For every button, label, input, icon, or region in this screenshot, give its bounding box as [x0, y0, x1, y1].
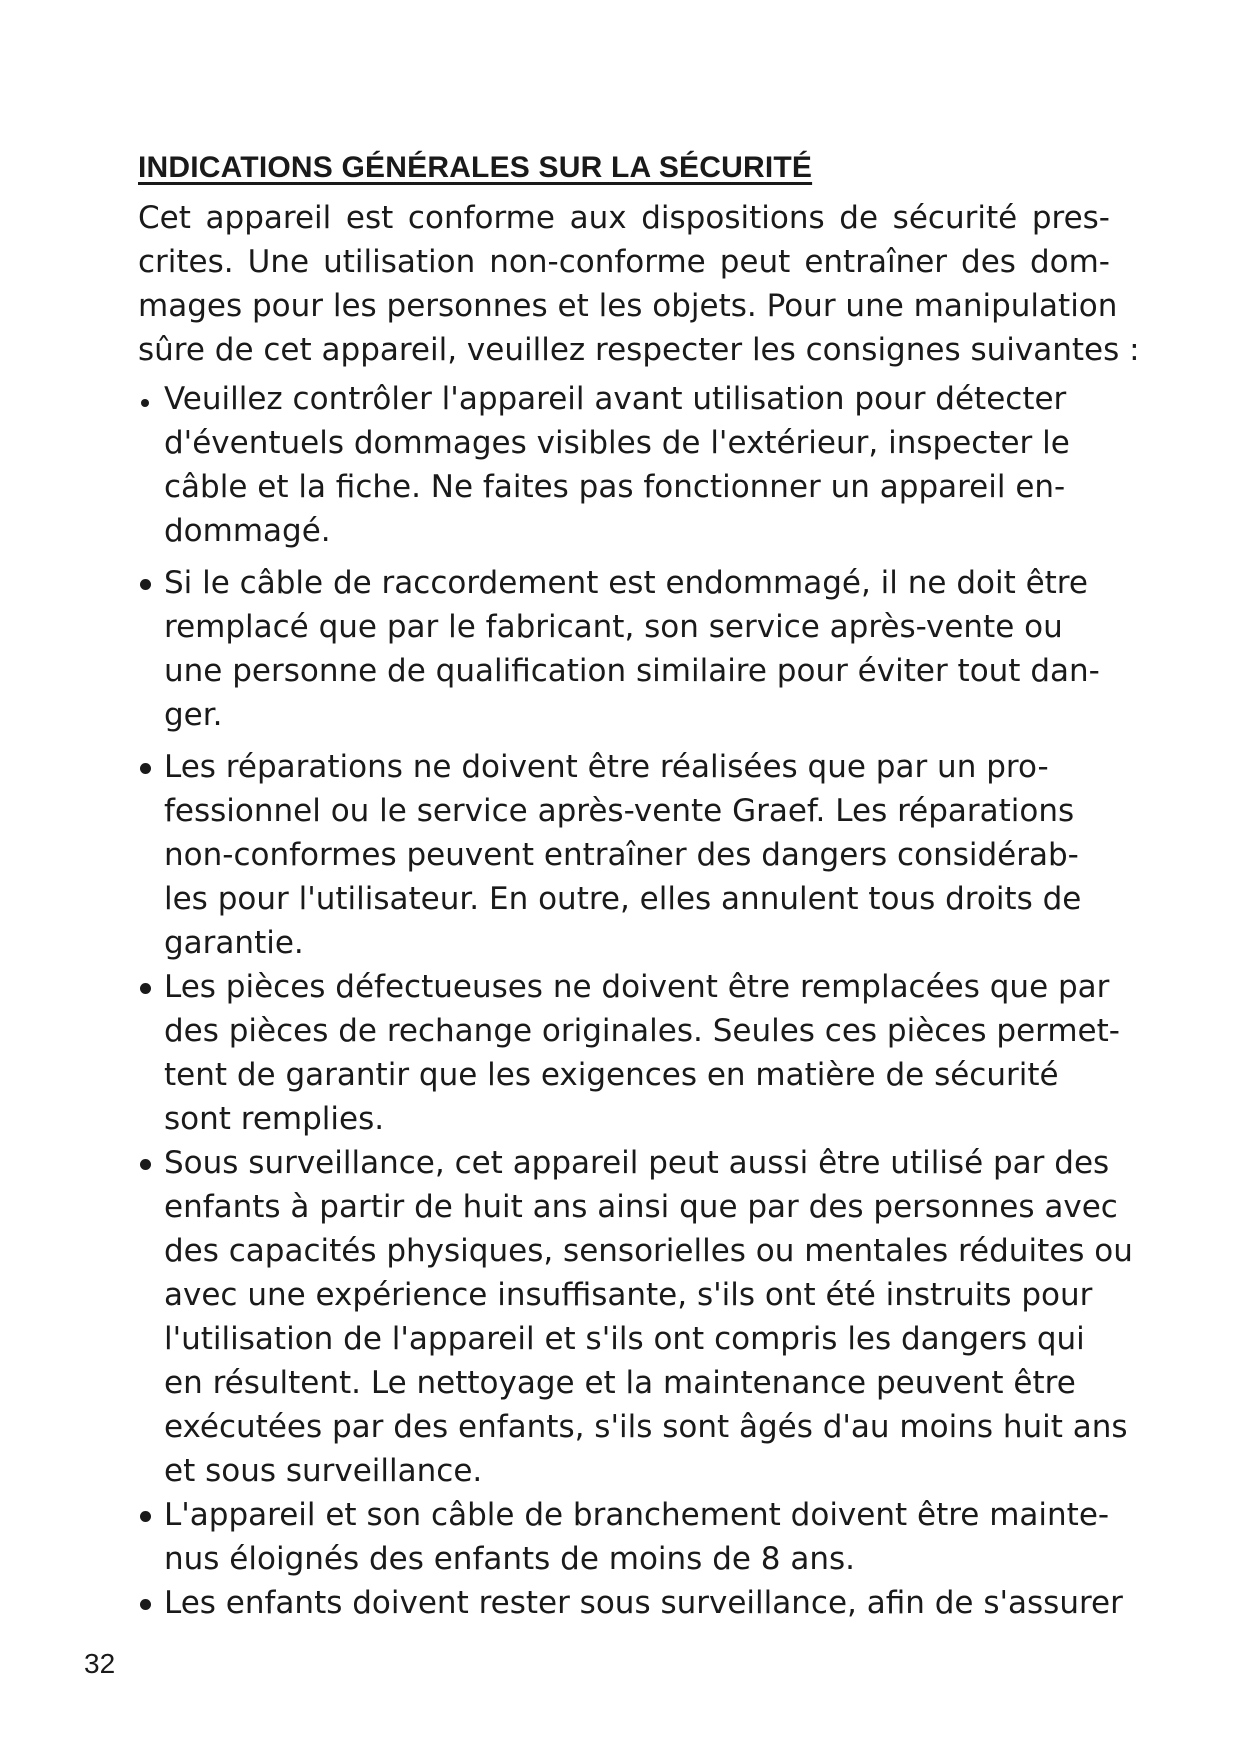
intro-line: Cet appareil est conforme aux dispositions de sécurité pres- — [138, 200, 1110, 236]
safety-bullet — [138, 1581, 1133, 1625]
bullet-line: avec une expérience insuffisante, s'ils ont été instruits pour — [164, 1277, 1093, 1313]
bullet-line: nus éloignés des enfants de moins de 8 ans. — [164, 1541, 856, 1577]
intro-paragraph — [138, 196, 1140, 372]
bullet-icon — [138, 1141, 160, 1185]
bullet-icon — [138, 561, 160, 605]
bullet-line: remplacé que par le fabricant, son service après-vente ou — [164, 609, 1063, 645]
page-number: 32 — [84, 1648, 116, 1679]
safety-bullet — [138, 1141, 1133, 1493]
section-heading: INDICATIONS GÉNÉRALES SUR LA SÉCURITÉ — [138, 151, 813, 184]
bullet-line: garantie. — [164, 925, 304, 961]
safety-bullet — [138, 377, 1133, 553]
bullet-icon — [138, 965, 160, 1009]
bullet-line: Les enfants doivent rester sous surveillance, afin de s'assurer — [164, 1585, 1123, 1621]
safety-bullet — [138, 1493, 1133, 1581]
bullet-icon — [138, 377, 160, 421]
bullet-line: une personne de qualification similaire pour éviter tout dan- — [164, 653, 1100, 689]
bullet-line: tent de garantir que les exigences en matière de sécurité — [164, 1057, 1059, 1093]
bullet-icon — [138, 1581, 160, 1625]
bullet-line: et sous surveillance. — [164, 1453, 483, 1489]
bullet-line: L'appareil et son câble de branchement doivent être mainte- — [164, 1497, 1110, 1533]
bullet-icon — [138, 1493, 160, 1537]
safety-bullet-list — [138, 377, 1133, 1625]
bullet-line: des capacités physiques, sensorielles ou mentales réduites ou — [164, 1233, 1133, 1269]
bullet-line: fessionnel ou le service après-vente Graef. Les réparations — [164, 793, 1075, 829]
bullet-line: Si le câble de raccordement est endommagé, il ne doit être — [164, 565, 1088, 601]
bullet-line: Les pièces défectueuses ne doivent être remplacées que par — [164, 969, 1110, 1005]
bullet-line: dommagé. — [164, 513, 331, 549]
bullet-line: non-conformes peuvent entraîner des dangers considérab- — [164, 837, 1079, 873]
bullet-line: enfants à partir de huit ans ainsi que par des personnes avec — [164, 1189, 1118, 1225]
intro-line: crites. Une utilisation non-conforme peut entraîner des dom- — [138, 244, 1110, 280]
bullet-line: Les réparations ne doivent être réalisées que par un pro- — [164, 749, 1049, 785]
bullet-line: exécutées par des enfants, s'ils sont âgés d'au moins huit ans — [164, 1409, 1128, 1445]
bullet-line: ger. — [164, 697, 223, 733]
bullet-line: des pièces de rechange originales. Seules ces pièces permet- — [164, 1013, 1120, 1049]
bullet-line: Veuillez contrôler l'appareil avant utilisation pour détecter — [164, 381, 1067, 417]
bullet-line: câble et la fiche. Ne faites pas fonctionner un appareil en- — [164, 469, 1066, 505]
intro-line: sûre de cet appareil, veuillez respecter les consignes suivantes : — [138, 332, 1140, 368]
safety-bullet — [138, 965, 1133, 1141]
bullet-line: en résultent. Le nettoyage et la maintenance peuvent être — [164, 1365, 1076, 1401]
bullet-line: Sous surveillance, cet appareil peut aussi être utilisé par des — [164, 1145, 1110, 1181]
bullet-line: l'utilisation de l'appareil et s'ils ont compris les dangers qui — [164, 1321, 1085, 1357]
bullet-line: sont remplies. — [164, 1101, 385, 1137]
safety-bullet — [138, 745, 1133, 965]
bullet-line: les pour l'utilisateur. En outre, elles annulent tous droits de — [164, 881, 1082, 917]
bullet-line: d'éventuels dommages visibles de l'extérieur, inspecter le — [164, 425, 1070, 461]
safety-bullet — [138, 561, 1133, 737]
bullet-icon — [138, 745, 160, 789]
intro-line: mages pour les personnes et les objets. Pour une manipulation — [138, 288, 1118, 324]
